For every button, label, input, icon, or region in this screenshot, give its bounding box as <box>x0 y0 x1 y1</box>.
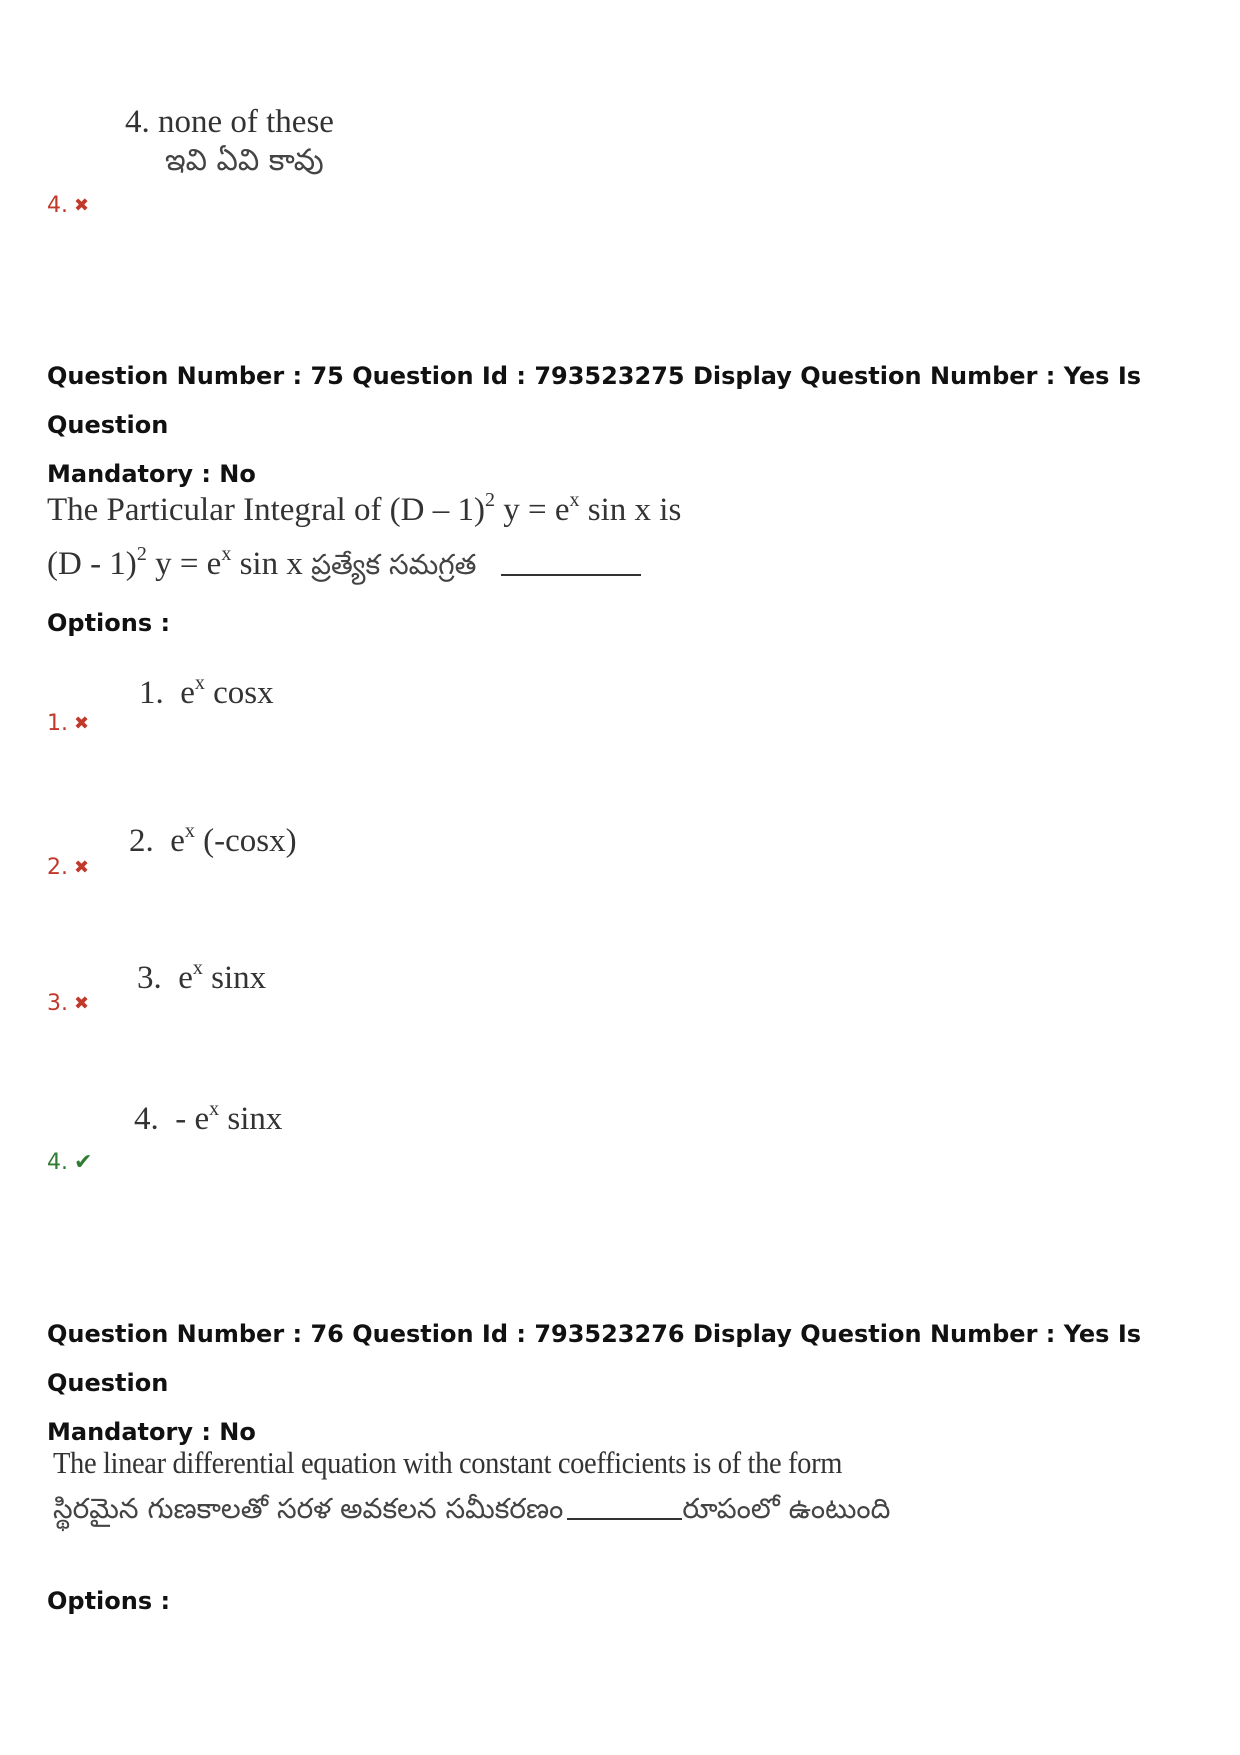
prev-option-4-marker <box>47 193 89 218</box>
question-75-option-3-marker <box>47 991 89 1016</box>
question-76-stem-english: The linear differential equation with constant coefficients is of the form <box>53 1445 843 1480</box>
question-76-stem-telugu-after: రూపంలో ఉంటుంది <box>682 1492 891 1525</box>
cross-icon: ✖ <box>74 712 90 734</box>
question-76-header-line1: Question Number : 76 Question Id : 793523276 Display Question Number : Yes Is Question <box>47 1320 1142 1397</box>
question-75-option-2-marker <box>47 855 89 880</box>
question-76-stem-telugu-before: స్థిరమైన గుణకాలతో సరళ అవకలన సమీకరణం <box>53 1492 564 1525</box>
option-number: 4. <box>47 193 68 218</box>
cross-icon: ✖ <box>74 856 90 878</box>
question-76-stem <box>53 1440 911 1537</box>
prev-option-4-telugu: ఇవి ఏవి కావు <box>165 143 324 178</box>
check-icon: ✔ <box>74 1149 93 1175</box>
question-75-option-4-text: 4. - $e^x$ sinx <box>134 1098 283 1137</box>
answer-blank <box>501 572 641 576</box>
question-75-option-1-text: 1. $e^x$ cosx <box>139 672 274 711</box>
question-75-option-4-marker <box>47 1150 92 1175</box>
question-75-stem <box>47 478 681 587</box>
option-number: 3. <box>47 991 68 1016</box>
question-75-stem-english: The Particular Integral of (D – 1)$^2$ $y = e^x$ sin x is <box>47 489 682 528</box>
question-76-header-line2: Mandatory : No <box>47 1418 256 1446</box>
prev-option-4-text: 4. none of these <box>125 104 334 140</box>
option-number: 2. <box>47 855 68 880</box>
question-75-option-2-text: 2. $e^x$ (-cosx) <box>129 820 297 859</box>
question-76-header <box>47 1310 1197 1457</box>
cross-icon: ✖ <box>74 992 90 1014</box>
answer-blank <box>567 1516 682 1520</box>
cross-icon: ✖ <box>74 194 90 216</box>
question-75-header <box>47 352 1197 499</box>
question-75-options-label: Options : <box>47 609 171 637</box>
question-75-header-line1: Question Number : 75 Question Id : 793523275 Display Question Number : Yes Is Question <box>47 362 1142 439</box>
question-75-option-1-marker <box>47 711 89 736</box>
option-number: 4. <box>47 1150 68 1175</box>
option-number: 1. <box>47 711 68 736</box>
question-76-stem-telugu-line <box>53 1486 911 1537</box>
question-75-option-3-text: 3. $e^x$ sinx <box>137 957 267 996</box>
prev-option-4-image <box>125 104 334 185</box>
question-75-stem-telugu: (D - 1)$^2$ $y = e^x$ sin x ప్రత్యేక సమగ్రత <box>47 532 681 587</box>
question-75-header-line2: Mandatory : No <box>47 460 256 488</box>
question-76-options-label: Options : <box>47 1587 171 1615</box>
